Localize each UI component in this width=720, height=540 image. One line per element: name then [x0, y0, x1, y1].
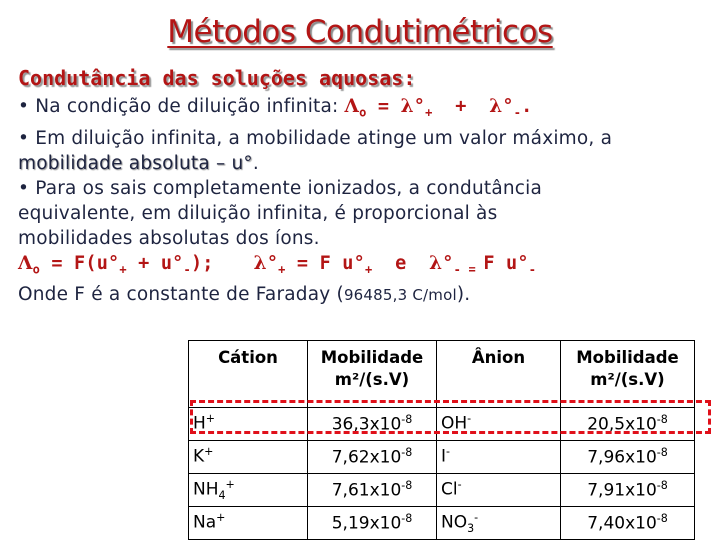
table-header-row: [189, 341, 695, 408]
cation-cell: $NH_4^+$: [189, 474, 308, 507]
mobility-table: [188, 340, 695, 540]
header-anion: Ânion: [437, 341, 561, 408]
cation-cell: K+: [189, 441, 308, 474]
bullet-1-text: • Na condição de diluição infinita:: [18, 96, 345, 117]
anion-mobility-cell: $7,91x10^{-8}$: [561, 474, 695, 507]
page-title: Métodos Condutimétricos: [167, 14, 553, 50]
table-row: [189, 441, 695, 474]
anion-mobility-cell: $20,5x10^{-8}$: [561, 408, 695, 441]
anion-cell: I-: [437, 441, 561, 474]
absolute-mobility-term: mobilidade absoluta – u°: [18, 152, 253, 174]
cation-cell: H+: [189, 408, 308, 441]
faraday-line: Onde F é a constante de Faraday (96485,3 C/mol).: [18, 284, 471, 306]
mobility-formula-line: $\Lambda_o = F(u^\circ_+ + u^\circ_-)$; $\lambda^\circ_+ = F$ $u^\circ_+$ e $\lambda^\circ_{- =}$ F $u^\circ_-$: [18, 252, 537, 277]
bullet-line-3c: mobilidades absolutas dos íons.: [18, 227, 320, 249]
cation-mobility-cell: $7,61x10^{-8}$: [308, 474, 437, 507]
section-subtitle: Condutância das soluções aquosas:: [18, 66, 416, 90]
infinite-dilution-formula: $\Lambda_o = \lambda^\circ_+ + \lambda^\circ_-$.: [344, 96, 533, 120]
bullet-line-2: • Em diluição infinita, a mobilidade atinge um valor máximo, a: [18, 127, 613, 149]
bullet-line-1: [18, 94, 718, 126]
faraday-value: 96485,3 C/mol: [343, 286, 457, 305]
anion-mobility-cell: $7,40x10^{-8}$: [561, 507, 695, 540]
anion-mobility-cell: $7,96x10^{-8}$: [561, 441, 695, 474]
cation-mobility-cell: $5,19x10^{-8}$: [308, 507, 437, 540]
anion-cell: OH-: [437, 408, 561, 441]
body-text: [18, 94, 718, 308]
table-row: [189, 474, 695, 507]
header-cation: Cátion: [189, 341, 308, 408]
bullet-line-3: • Para os sais completamente ionizados, a condutância: [18, 177, 543, 199]
cation-mobility-cell: $7,62x10^{-8}$: [308, 441, 437, 474]
bullet-line-2b: mobilidade absoluta – u°.: [18, 152, 259, 174]
anion-cell: $NO_3^-$: [437, 507, 561, 540]
table-row: [189, 507, 695, 540]
cation-cell: Na+: [189, 507, 308, 540]
cation-mobility-cell: $36,3x10^{-8}$: [308, 408, 437, 441]
header-cation-mobility: Mobilidade m²/(s.V): [308, 341, 437, 408]
anion-cell: Cl-: [437, 474, 561, 507]
bullet-line-3b: equivalente, em diluição infinita, é proporcional às: [18, 202, 498, 224]
header-anion-mobility: Mobilidade m²/(s.V): [561, 341, 695, 408]
table-row: [189, 408, 695, 441]
